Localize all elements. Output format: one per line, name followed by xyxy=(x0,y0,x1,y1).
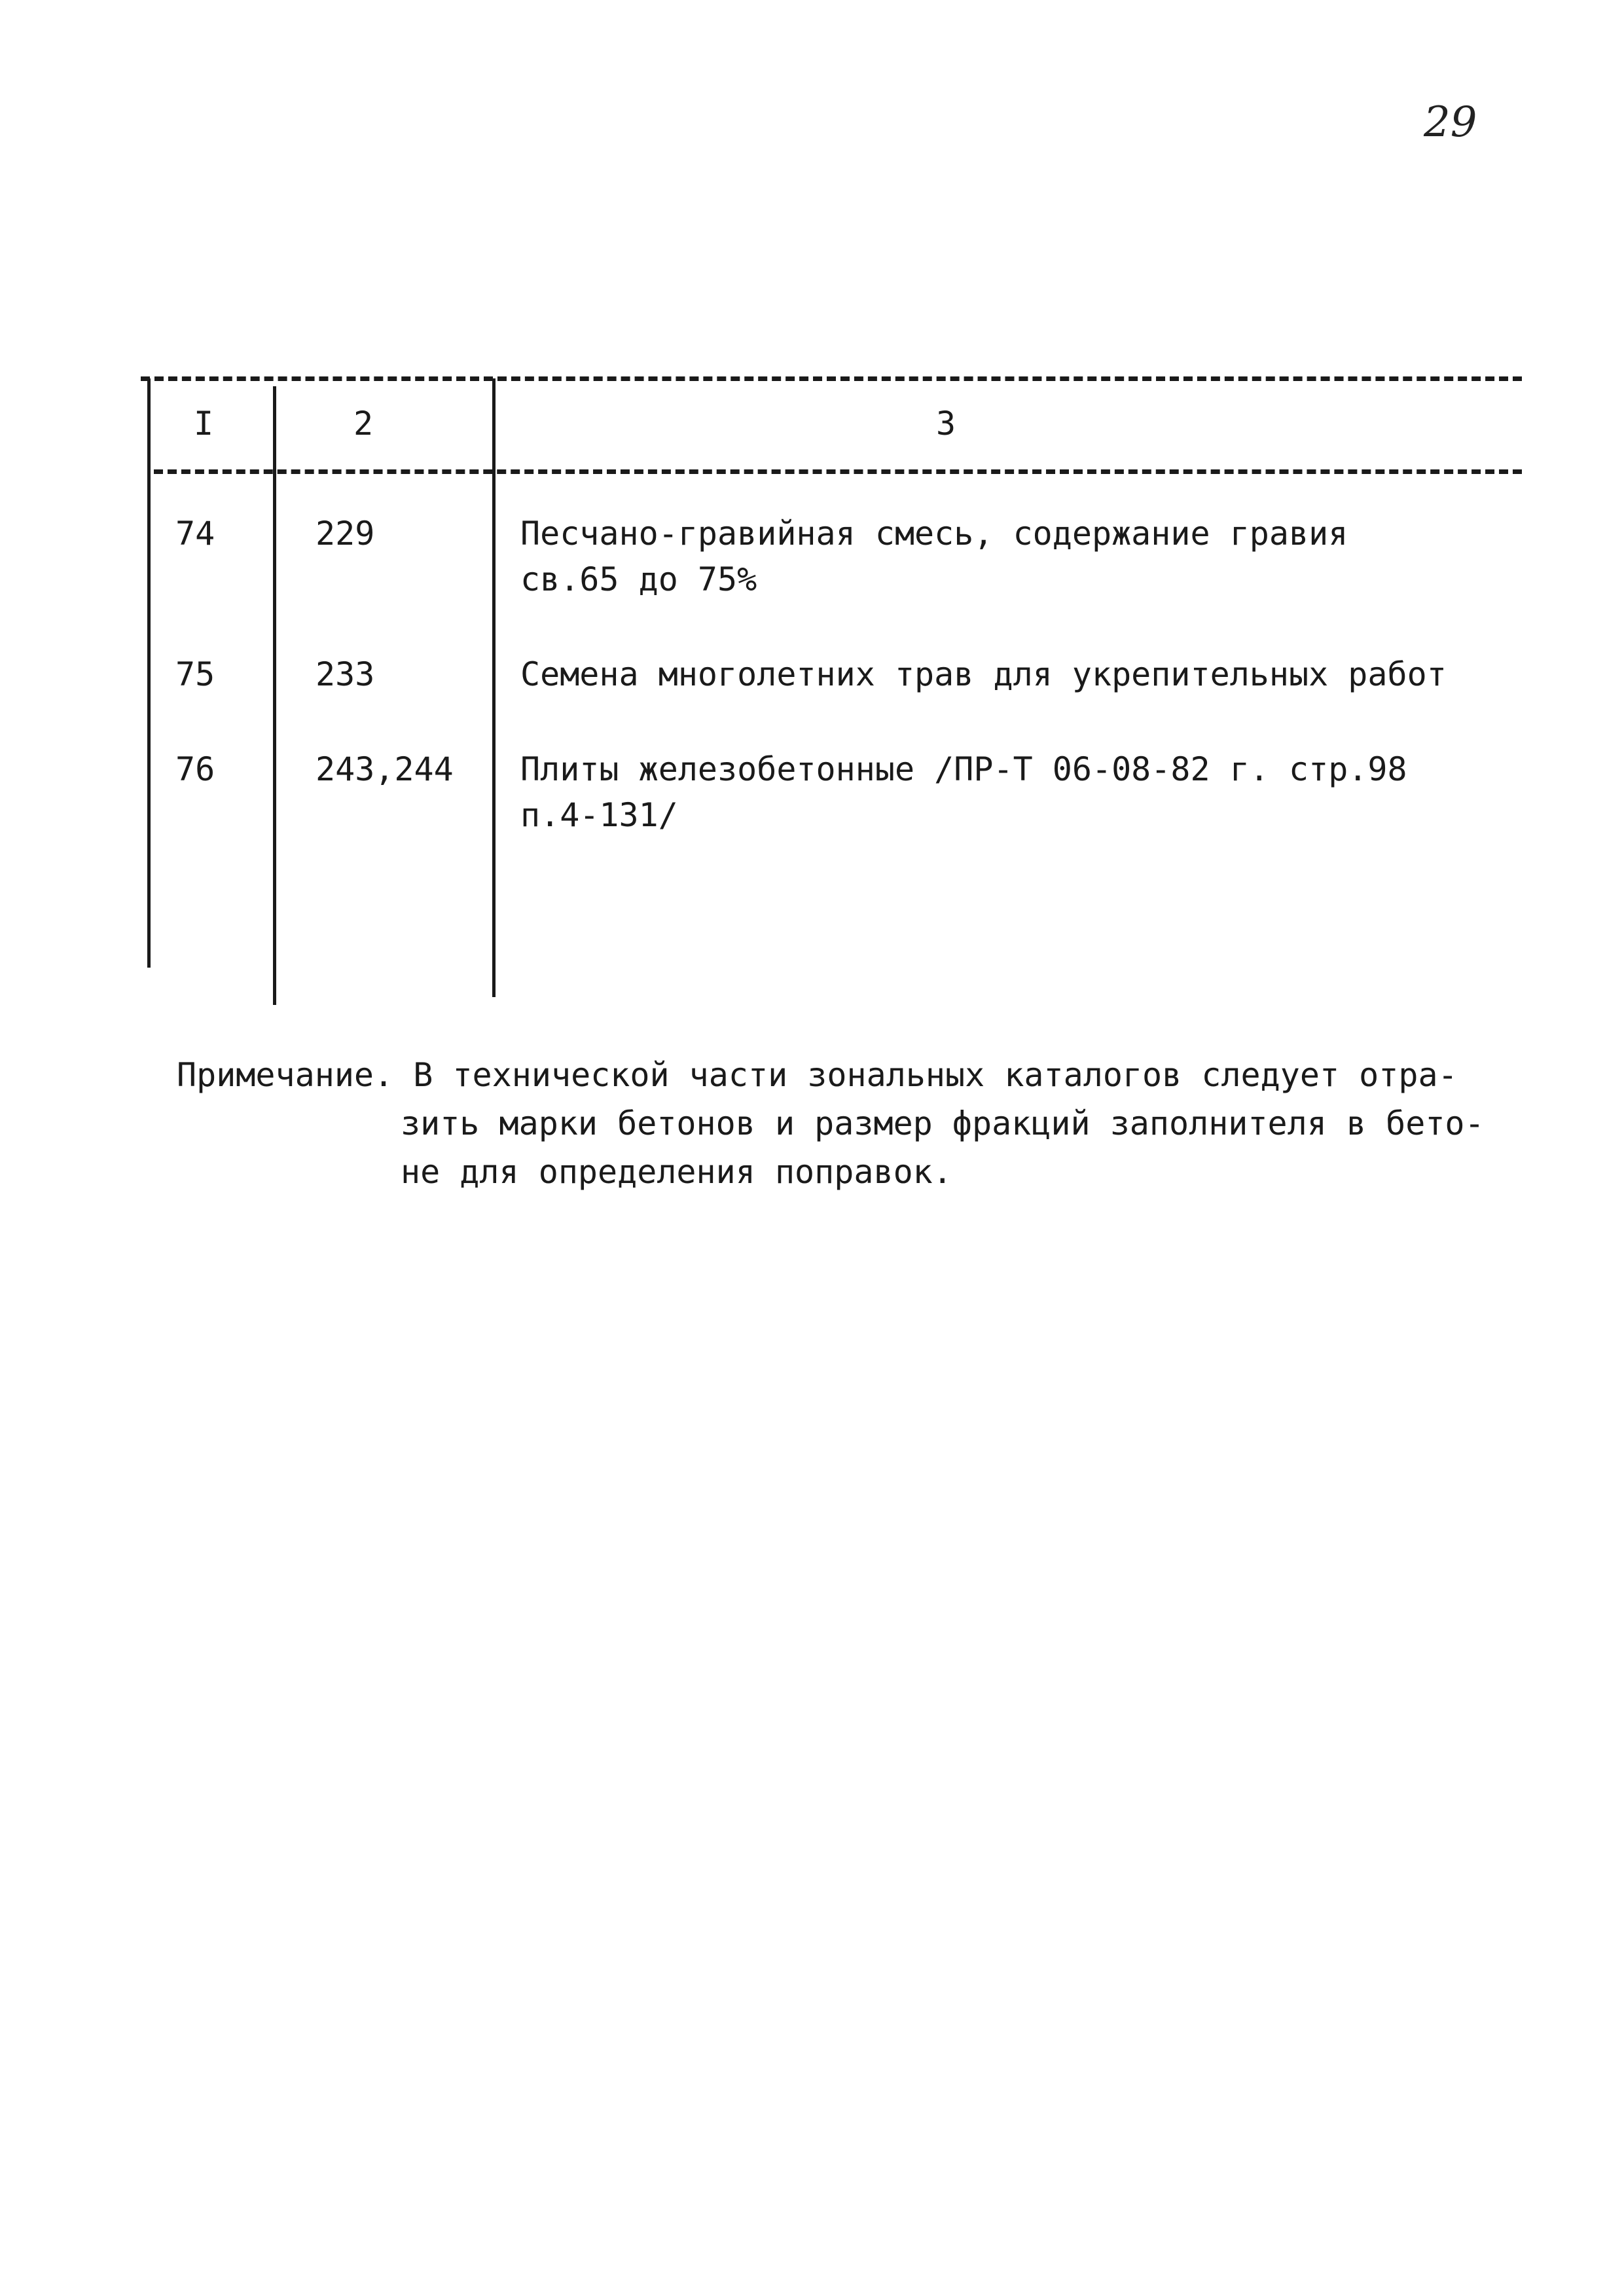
table-row-75-number: 75 xyxy=(175,655,215,693)
note-first-line xyxy=(177,1056,1458,1094)
table-row-74-description-line2: св.65 до 75% xyxy=(520,560,757,598)
table-row-76-number: 76 xyxy=(175,750,215,788)
table-row-75-ref: 233 xyxy=(316,655,375,693)
table-row-76-description-line2: п.4-131/ xyxy=(520,796,678,834)
table-header-col2: 2 xyxy=(353,405,374,443)
table-header-col1: I xyxy=(194,405,214,443)
table-top-rule xyxy=(141,376,1522,381)
note-line1: В технической части зональных каталогов следует отра- xyxy=(413,1056,1458,1094)
note-block xyxy=(177,1051,1551,1196)
note-line3: не для определения поправок. xyxy=(401,1153,952,1191)
table-row-74-number: 74 xyxy=(175,515,215,553)
note-line2: зить марки бетонов и размер фракций заполнителя в бето- xyxy=(401,1104,1485,1142)
table-row-76-ref: 243,244 xyxy=(316,750,454,788)
data-table xyxy=(0,0,1624,1048)
table-row-75-description xyxy=(520,651,1489,697)
table-header-col3: 3 xyxy=(936,405,956,443)
table-row-74-description-line1: Песчано-гравийная смесь, содержание гравия xyxy=(520,515,1348,553)
table-row-74-ref: 229 xyxy=(316,515,375,553)
table-row-76-description xyxy=(520,746,1489,838)
table-row-74-description xyxy=(520,511,1489,602)
page-number: 29 xyxy=(1424,98,1477,147)
table-row-76-description-line1: Плиты железобетонные /ПР-Т 06-08-82 г. стр.98 xyxy=(520,750,1407,788)
table-header-rule xyxy=(154,469,1522,474)
note-label: Примечание. xyxy=(177,1056,394,1094)
table-left-border xyxy=(147,378,151,968)
table-column-divider-1 xyxy=(273,386,276,1005)
table-row-75-description-line1: Семена многолетних трав для укрепительных работ xyxy=(520,655,1447,693)
table-column-divider-2 xyxy=(492,378,496,997)
